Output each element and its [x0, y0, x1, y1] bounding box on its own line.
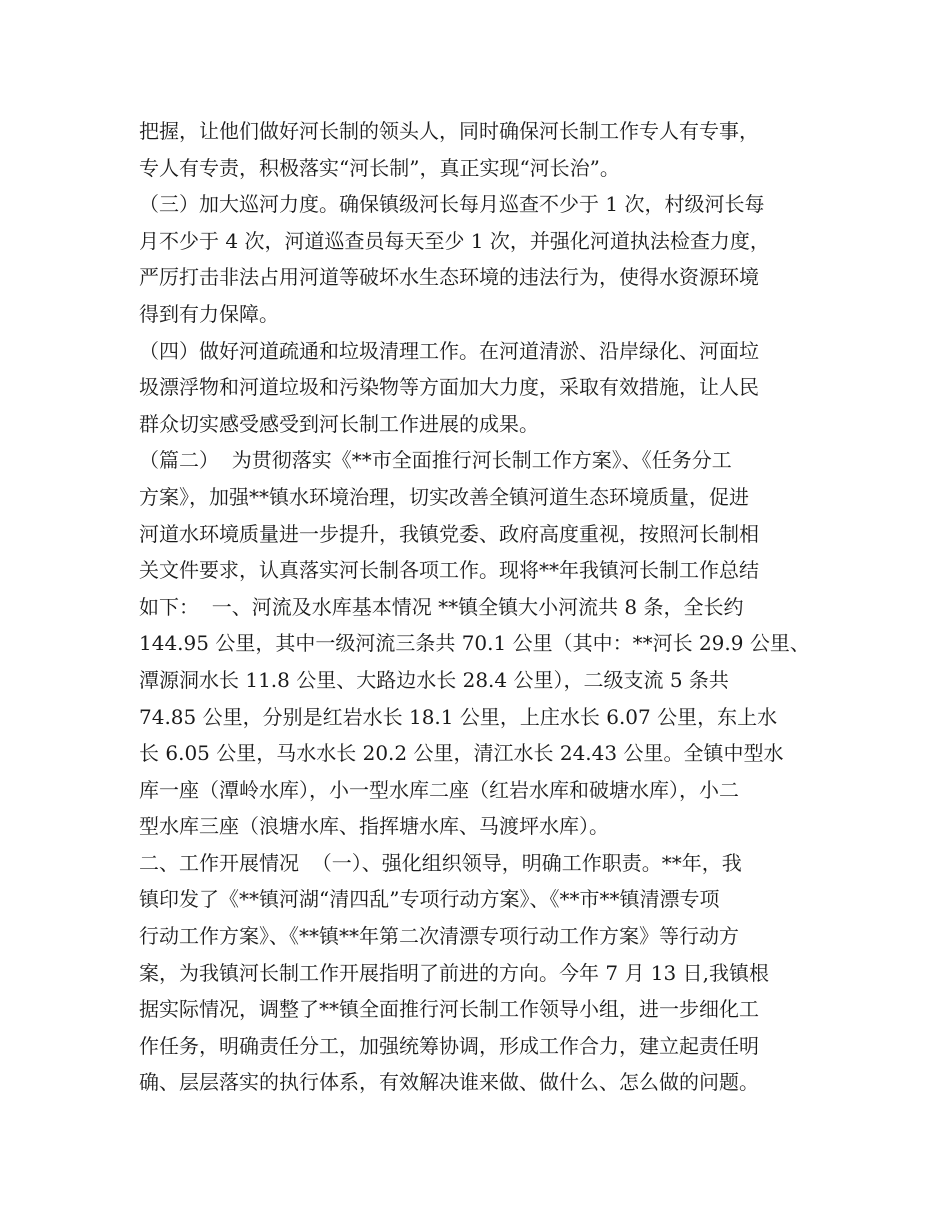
text-line: （三）加大巡河力度。确保镇级河长每月巡查不少于 1 次，村级河长每 — [139, 192, 765, 217]
text-line: 案，为我镇河长制工作开展指明了前进的方向。今年 7 月 13 日,我镇根 — [139, 960, 769, 985]
text-line: 确、层层落实的执行体系，有效解决谁来做、做什么、怎么做的问题。 — [139, 1070, 759, 1095]
text-line: 74.85 公里，分别是红岩水长 18.1 公里，上庄水长 6.07 公里，东上水 — [139, 704, 778, 729]
text-line: 长 6.05 公里，马水水长 20.2 公里，清江水长 24.43 公里。全镇中型水 — [139, 741, 784, 766]
text-line: 专人有专责，积极落实“河长制”，真正实现“河长治”。 — [139, 155, 620, 180]
text-line: 方案》，加强**镇水环境治理，切实改善全镇河道生态环境质量，促进 — [139, 484, 749, 509]
text-line: 据实际情况，调整了**镇全面推行河长制工作领导小组，进一步细化工 — [139, 997, 759, 1022]
text-line: 库一座（潭岭水库），小一型水库二座（红岩水库和破塘水库），小二 — [139, 777, 739, 802]
text-line: 144.95 公里，其中一级河流三条共 70.1 公里（其中：**河长 29.9 公里、 — [139, 631, 810, 656]
text-line: 如下： 一、河流及水库基本情况 **镇全镇大小河流共 8 条，全长约 — [139, 594, 744, 619]
text-line: 二、工作开展情况 （一）、强化组织领导，明确工作职责。**年，我 — [139, 850, 742, 875]
text-line: 行动工作方案》、《**镇**年第二次清漂专项行动工作方案》等行动方 — [139, 924, 739, 949]
text-line: 型水库三座（浪塘水库、指挥塘水库、马渡坪水库）。 — [139, 814, 609, 839]
text-line: （四）做好河道疏通和垃圾清理工作。在河道清淤、沿岸绿化、河面垃 — [139, 338, 759, 363]
text-line: 得到有力保障。 — [139, 301, 279, 326]
text-line: 河道水环境质量进一步提升，我镇党委、政府高度重视，按照河长制相 — [139, 521, 759, 546]
text-line: （篇二） 为贯彻落实《**市全面推行河长制工作方案》、《任务分工 — [139, 448, 732, 473]
text-line: 把握，让他们做好河长制的领头人，同时确保河长制工作专人有专事， — [139, 119, 759, 143]
text-line: 月不少于 4 次，河道巡查员每天至少 1 次，并强化河道执法检查力度， — [139, 228, 770, 253]
text-line: 严厉打击非法占用河道等破坏水生态环境的违法行为，使得水资源环境 — [139, 265, 759, 290]
body-text — [139, 113, 829, 1101]
text-line: 作任务，明确责任分工，加强统筹协调，形成工作合力，建立起责任明 — [139, 1033, 759, 1058]
text-line: 群众切实感受感受到河长制工作进展的成果。 — [139, 411, 539, 436]
text-line: 圾漂浮物和河道垃圾和污染物等方面加大力度，采取有效措施，让人民 — [139, 375, 759, 400]
text-line: 潭源洞水长 11.8 公里、大路边水长 28.4 公里），二级支流 5 条共 — [139, 667, 729, 692]
text-line: 镇印发了《**镇河湖“清四乱”专项行动方案》、《**市**镇清漂专项 — [139, 887, 720, 912]
text-line: 关文件要求，认真落实河长制各项工作。现将**年我镇河长制工作总结 — [139, 558, 759, 583]
